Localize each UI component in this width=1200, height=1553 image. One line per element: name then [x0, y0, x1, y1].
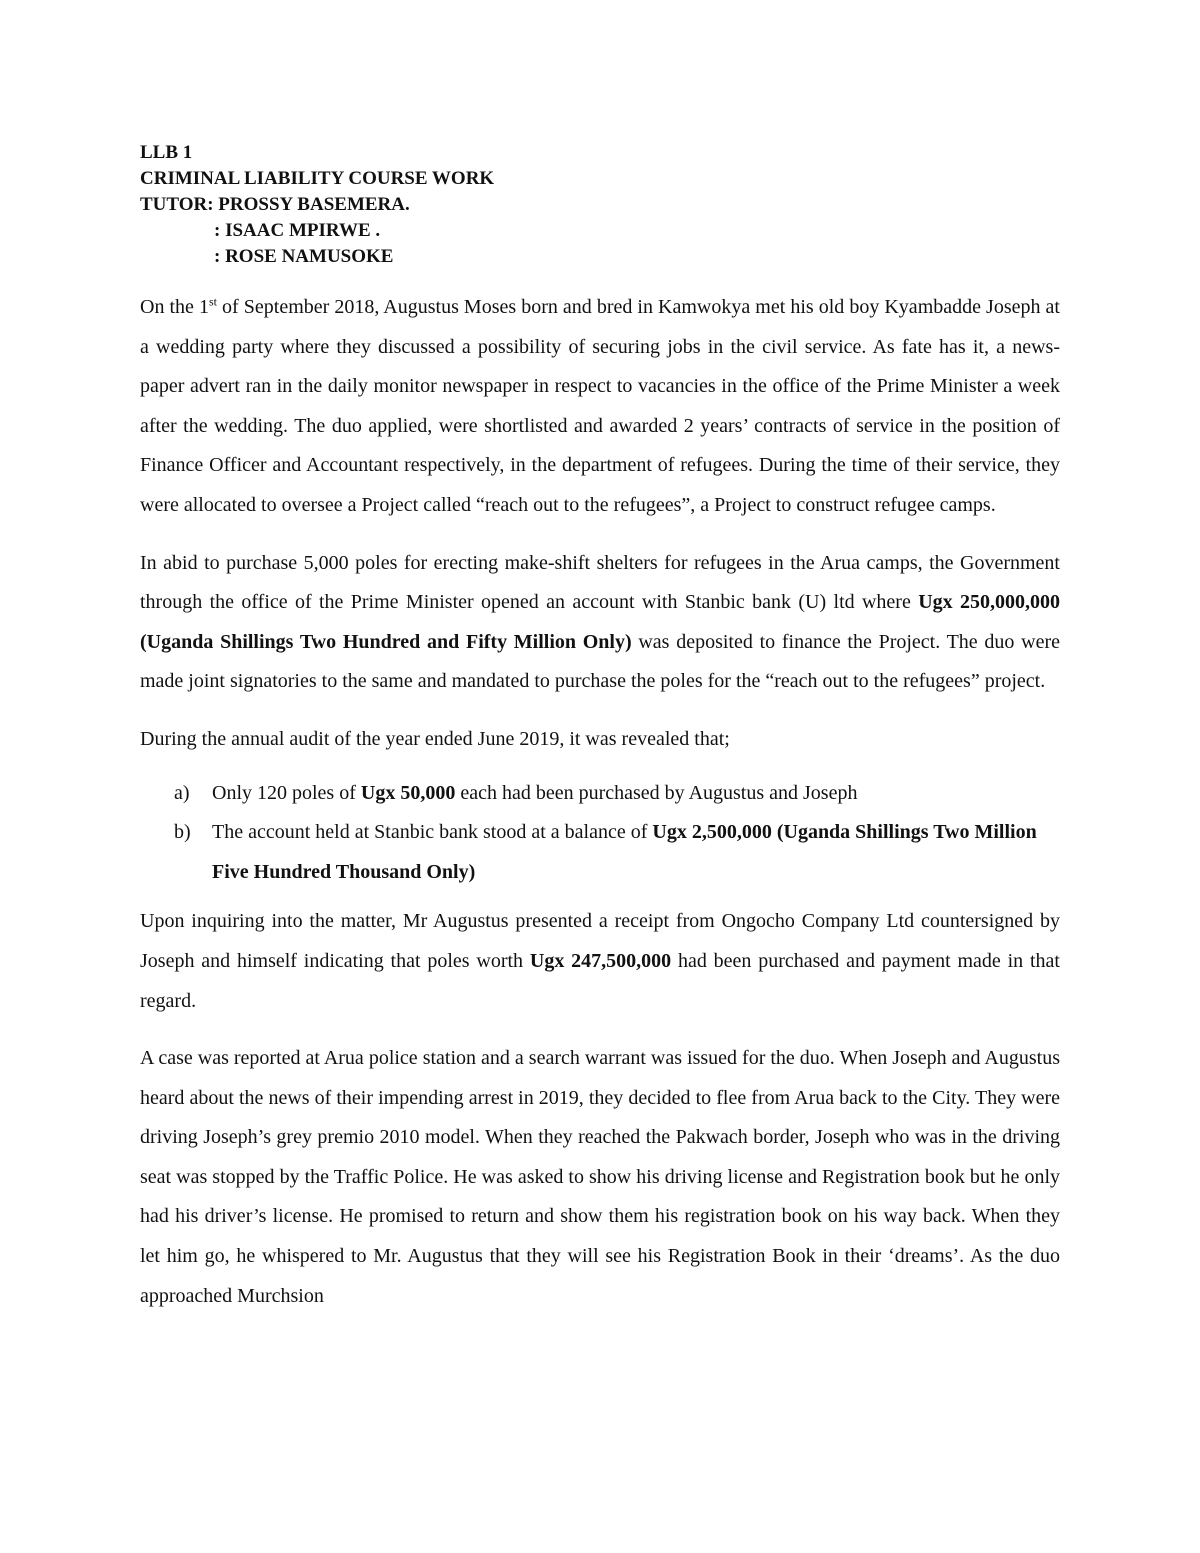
list-item: [140, 774, 1060, 814]
header-course-level: LLB 1: [140, 142, 193, 163]
ordinal-superscript: st: [208, 294, 217, 309]
header-course-title: CRIMINAL LIABILITY COURSE WORK: [140, 168, 495, 189]
list-item-text-b: each had been purchased by Augustus and Joseph: [455, 781, 858, 804]
list-item-text-a: Only 120 poles of: [212, 781, 361, 804]
paragraph-account-text-b: was deposited to finance the Project. The duo were made joint signatories to the same and mandated to purchase the poles for the “reach out to the refugees” project.: [140, 630, 1060, 693]
paragraph-intro: [140, 288, 1060, 526]
list-marker: a): [174, 781, 190, 804]
paragraph-intro-text-b: of September 2018, Augustus Moses born and bred in Kamwokya met his old boy Kyambadde Joseph at a wedding party where they discussed a possibility of securing jobs in the civil service. As fate has it, a news-paper advert ran in the daily monitor newspaper in respect to vacancies in the office of the Prime Minister a week after the wedding. The duo applied, were shortlisted and awarded 2 years’ contracts of service in the position of Finance Officer and Accountant respectively, in the department of refugees. During the time of their service, they were allocated to oversee a Project called “reach out to the refugees”, a Project to construct refugee camps.: [140, 296, 1060, 516]
paragraph-audit: During the annual audit of the year ended June 2019, it was revealed that;: [140, 727, 730, 750]
audit-findings-list: [140, 774, 1060, 893]
paragraph-receipt-text-b: had been purchased and payment made in that regard.: [140, 949, 1060, 1012]
header-tutor-2: : ISAAC MPIRWE .: [214, 220, 381, 241]
paragraph-receipt: [140, 902, 1060, 1021]
deposit-amount: Ugx 250,000,000 (Uganda Shillings Two Hundred and Fifty Million Only): [140, 591, 1060, 653]
paragraph-account-text-a: In abid to purchase 5,000 poles for erecting make-shift shelters for refugees in the Arua camps, the Government through the office of the Prime Minister opened an account with Stanbic bank (U) ltd where: [140, 551, 1060, 614]
document-page: [140, 140, 1060, 1334]
account-balance: Ugx 2,500,000 (Uganda Shillings Two Million Five Hundred Thousand Only): [212, 821, 1037, 883]
paragraph-intro-text-a: On the 1: [140, 296, 209, 318]
paragraph-receipt-text-a: Upon inquiring into the matter, Mr Augustus presented a receipt from Ongocho Company Ltd countersigned by Joseph and himself indicating that poles worth: [140, 910, 1060, 972]
receipt-amount: Ugx 247,500,000: [529, 949, 672, 972]
header-tutor-3: : ROSE NAMUSOKE: [214, 246, 394, 267]
paragraph-flight: A case was reported at Arua police station and a search warrant was issued for the duo. When Joseph and Augustus heard about the news of their impending arrest in 2019, they decided to flee from Arua back to the City. They were driving Joseph’s grey premio 2010 model. When they reached the Pakwach border, Joseph who was in the driving seat was stopped by the Traffic Police. He was asked to show his driving license and Registration book but he only had his driver’s license. He promised to return and show them his registration book on his way back. When they let him go, he whispered to Mr. Augustus that they will see his Registration Book in their ‘dreams’. As the duo approached Murchsion: [140, 1047, 1060, 1307]
list-item: [140, 813, 1060, 892]
pole-price: Ugx 50,000: [360, 781, 456, 804]
list-item-text-a: The account held at Stanbic bank stood at a balance of: [212, 821, 653, 844]
header-tutor-1: TUTOR: PROSSY BASEMERA.: [140, 194, 410, 215]
paragraph-account: [140, 544, 1060, 702]
document-header: [140, 140, 1060, 270]
list-marker: b): [174, 821, 191, 844]
